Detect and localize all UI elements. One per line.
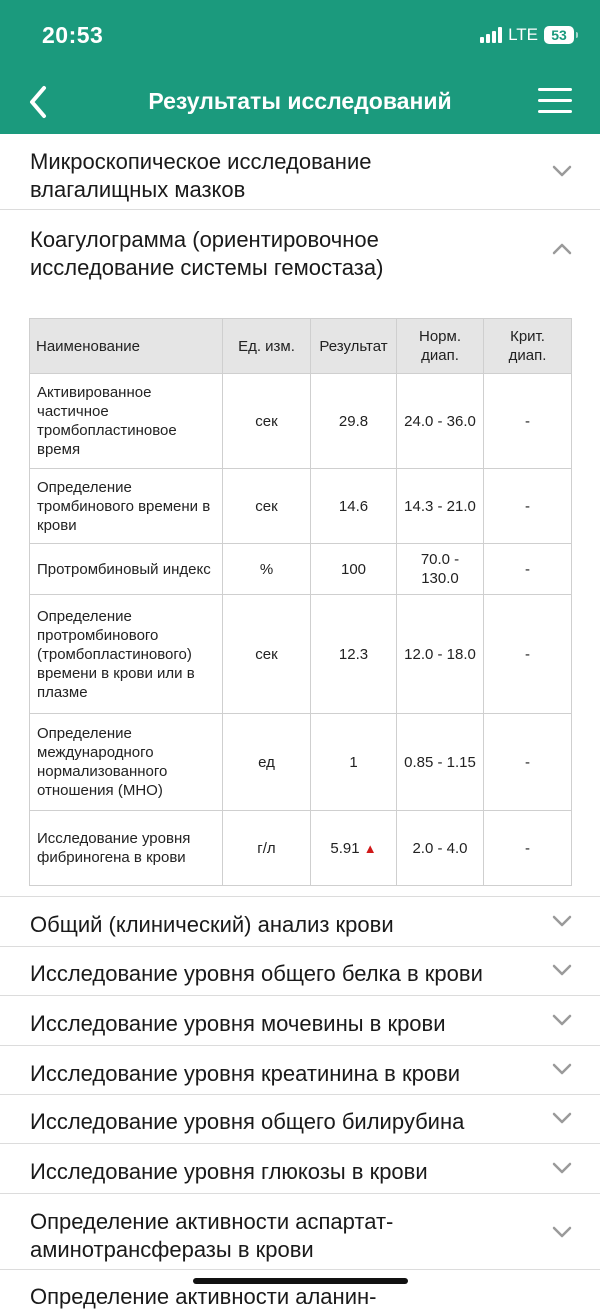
cell-norm: 70.0 - 130.0 (397, 544, 484, 595)
header-crit: Крит. диап. (484, 319, 572, 374)
network-type: LTE (508, 25, 538, 44)
cell-name: Определение протромбинового (тромбопластинового) времени в крови или в плазме (30, 595, 223, 714)
cell-crit: - (484, 469, 572, 544)
cell-result: 29.8 (311, 374, 397, 469)
cell-name: Протромбиновый индекс (30, 544, 223, 595)
chevron-down-icon (552, 165, 572, 177)
cell-name: Активированное частичное тромбопластиновое время (30, 374, 223, 469)
section-title: Исследование уровня общего белка в крови (30, 961, 483, 986)
status-bar (0, 0, 600, 70)
cell-unit: сек (223, 595, 311, 714)
cell-result (311, 811, 397, 886)
section-title: Исследование уровня общего билирубина (30, 1109, 465, 1134)
results-table (29, 318, 571, 886)
section-title: Микроскопическое исследование влагалищных мазков (30, 149, 372, 202)
section-title: Определение активности аспартат- аминотрансферазы в крови (30, 1209, 394, 1262)
chevron-down-icon (552, 964, 572, 976)
chevron-down-icon (552, 1014, 572, 1026)
section-cbc[interactable] (0, 897, 600, 947)
section-title: Коагулограмма (ориентировочное исследование системы гемостаза) (30, 227, 384, 280)
cell-unit: % (223, 544, 311, 595)
cell-result: 14.6 (311, 469, 397, 544)
menu-button[interactable] (538, 88, 572, 114)
chevron-down-icon (552, 1162, 572, 1174)
cell-result: 1 (311, 714, 397, 811)
section-alt-title[interactable]: Определение активности аланин- (30, 1284, 377, 1309)
table-row (30, 811, 572, 886)
section-ast[interactable] (0, 1194, 600, 1270)
cell-crit: - (484, 595, 572, 714)
section-glucose[interactable] (0, 1144, 600, 1194)
header-norm: Норм. диап. (397, 319, 484, 374)
cell-norm: 14.3 - 21.0 (397, 469, 484, 544)
section-title: Общий (клинический) анализ крови (30, 912, 394, 937)
cell-result: 12.3 (311, 595, 397, 714)
section-creatinine[interactable] (0, 1046, 600, 1095)
cell-norm: 12.0 - 18.0 (397, 595, 484, 714)
table-row (30, 595, 572, 714)
cell-result: 100 (311, 544, 397, 595)
section-total-protein[interactable] (0, 947, 600, 996)
table-row (30, 544, 572, 595)
chevron-down-icon (552, 1112, 572, 1124)
page-title: Результаты исследований (148, 88, 452, 114)
cell-norm: 0.85 - 1.15 (397, 714, 484, 811)
cell-unit: сек (223, 469, 311, 544)
cell-norm: 2.0 - 4.0 (397, 811, 484, 886)
chevron-down-icon (552, 1063, 572, 1075)
section-bilirubin[interactable] (0, 1095, 600, 1144)
header-name: Наименование (30, 319, 223, 374)
section-coagulogram[interactable] (0, 210, 600, 300)
section-title: Исследование уровня глюкозы в крови (30, 1159, 428, 1184)
cell-unit: сек (223, 374, 311, 469)
cell-name: Исследование уровня фибриногена в крови (30, 811, 223, 886)
cell-name: Определение международного нормализованного отношения (МНО) (30, 714, 223, 811)
chevron-down-icon (552, 1226, 572, 1238)
cell-unit: ед (223, 714, 311, 811)
arrow-up-icon: ▲ (363, 840, 377, 856)
chevron-down-icon (552, 915, 572, 927)
status-right (480, 25, 574, 45)
chevron-up-icon (552, 243, 572, 255)
section-urea[interactable] (0, 996, 600, 1046)
hamburger-icon (538, 88, 572, 91)
cell-name: Определение тромбинового времени в крови (30, 469, 223, 544)
table-row (30, 374, 572, 469)
section-microscopy[interactable] (0, 134, 600, 210)
section-title: Исследование уровня креатинина в крови (30, 1061, 461, 1086)
table-row (30, 469, 572, 544)
table-header (30, 319, 572, 374)
home-indicator[interactable] (193, 1278, 408, 1284)
signal-icon (480, 27, 502, 43)
nav-bar (0, 70, 600, 134)
cell-crit: - (484, 544, 572, 595)
cell-norm: 24.0 - 36.0 (397, 374, 484, 469)
cell-crit: - (484, 714, 572, 811)
battery-icon: 53 (544, 26, 574, 44)
cell-unit: г/л (223, 811, 311, 886)
cell-crit: - (484, 374, 572, 469)
result-value: 5.91 (330, 839, 360, 857)
header-result: Результат (311, 319, 397, 374)
header-unit: Ед. изм. (223, 319, 311, 374)
section-title: Исследование уровня мочевины в крови (30, 1011, 446, 1036)
status-time: 20:53 (42, 22, 104, 48)
table-row (30, 714, 572, 811)
cell-crit: - (484, 811, 572, 886)
